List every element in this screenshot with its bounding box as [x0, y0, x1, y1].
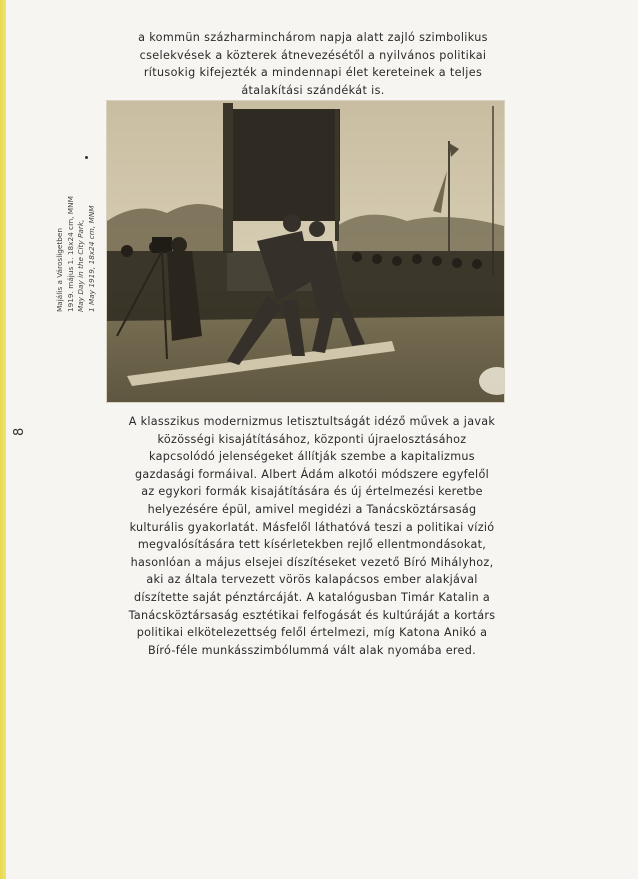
caption-title-hu: Majális a Városligetben — [55, 227, 64, 312]
caption-title-en: May Day in the City Park, — [76, 219, 85, 312]
top-paragraph: a kommün százharminchárom napja alatt zajló szimbolikus cselekvések a közterek átnevezésétől a nyilvános politikai rítusokig kifejezték a mindennapi élet kereteinek a teljes átalakítási szándékát is. — [138, 31, 488, 97]
bullet-dot — [85, 156, 88, 159]
photo-caption — [55, 172, 97, 312]
page-number: 8 — [12, 427, 27, 436]
main-paragraph: A klasszikus modernizmus letisztultságát idéző művek a javak közösségi kisajátításához, központi újraelosztásához kapcsolódó jelenségeket állítják szembe a kapitalizmus gazdasági formáival. Albert Ádám alkotói módszere egyfelől az egykori formák kisajátítására és új értelmezési keretbe helyezésére épül, amivel megidézi a Tanácsköztársaság kulturális gyakorlatát. Másfelől láthatóvá teszi a politikai vízió megvalósítására tett kísérletekben rejlő ellentmondásokat, hasonlóan a május elsejei díszítéseket vezető Bíró Mihályhoz, aki az általa tervezett vörös kalapácsos ember alakjával díszítette saját pénztárcáját. A katalógusban Timár Katalin a Tanácsköztársaság esztétikai felfogását és kultúráját a kortárs politikai elkötelezettség felől értelmezi, míg Katona Anikó a Bíró-féle munkásszimbólummá vált alak nyomába ered. — [128, 415, 496, 657]
caption-details-hu: 1919. május 1. 18x24 cm, MNM — [65, 196, 75, 312]
historical-photo — [107, 101, 504, 402]
caption-details-en: 1 May 1919, 18x24 cm, MNM — [86, 205, 96, 312]
